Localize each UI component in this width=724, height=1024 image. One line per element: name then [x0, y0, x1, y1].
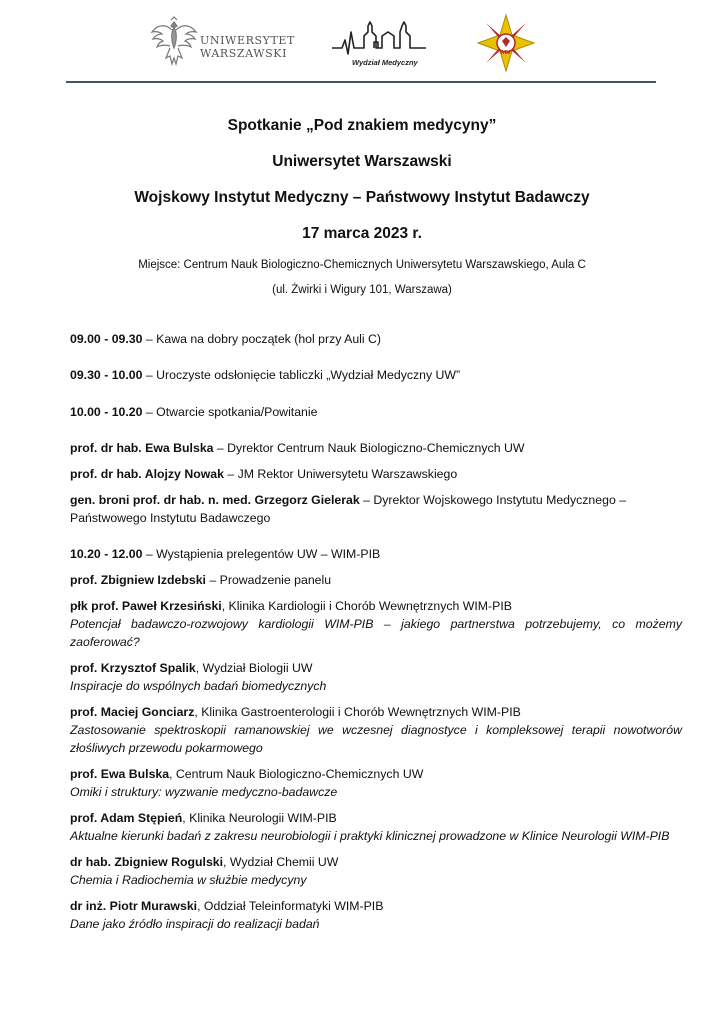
uw-logo-text	[200, 34, 295, 60]
speaker-affiliation: , Klinika Neurologii WIM-PIB	[182, 811, 337, 825]
speaker-topic: Potencjał badawczo-rozwojowy kardiologii WIM-PIB – jakiego partnerstwa potrzebujemy, co możemy zaoferować?	[70, 617, 682, 649]
wim-logo	[476, 12, 536, 74]
session-time: 10.20 - 12.00	[70, 547, 143, 561]
welcome-name: prof. dr hab. Ewa Bulska	[70, 441, 214, 455]
moderator-item	[70, 571, 682, 589]
wim-cross-emblem-icon	[476, 12, 536, 74]
schedule-item	[70, 366, 682, 384]
moderator-role: – Prowadzenie panelu	[205, 573, 332, 587]
speaker-topic: Dane jako źródło inspiracji do realizacji badań	[70, 917, 320, 931]
speaker-affiliation: , Klinika Kardiologii i Chorób Wewnętrznych WIM-PIB	[221, 599, 512, 613]
schedule-item	[70, 330, 682, 348]
speaker-item	[70, 703, 682, 757]
speaker-affiliation: , Klinika Gastroenterologii i Chorób Wewnętrznych WIM-PIB	[194, 705, 521, 719]
wydzial-medyczny-logo	[330, 18, 428, 70]
uw-logo-line2: WARSZAWSKI	[200, 47, 288, 60]
venue-line: Miejsce: Centrum Nauk Biologiczno-Chemicznych Uniwersytetu Warszawskiego, Aula C	[138, 259, 586, 271]
event-date: 17 marca 2023 r.	[302, 225, 422, 242]
speaker-topic: Aktualne kierunki badań z zakresu neurobiologii i praktyki klinicznej prowadzone w Klinice Neurologii WIM-PIB	[70, 829, 670, 843]
speaker-name: prof. Ewa Bulska	[70, 767, 170, 781]
university-title: Uniwersytet Warszawski	[272, 153, 452, 170]
schedule-text: – Kawa na dobry początek (hol przy Auli C)	[142, 332, 382, 346]
speaker-name: dr inż. Piotr Murawski	[70, 899, 198, 913]
welcome-name: gen. broni prof. dr hab. n. med. Grzegorz Gielerak	[70, 493, 360, 507]
welcome-role: – Dyrektor Centrum Nauk Biologiczno-Chemicznych UW	[213, 441, 525, 455]
speaker-name: płk prof. Paweł Krzesiński	[70, 599, 222, 613]
schedule-time: 10.00 - 10.20	[70, 405, 143, 419]
event-title: Spotkanie „Pod znakiem medycyny”	[227, 117, 497, 134]
wim-logo-text: WIM	[500, 50, 511, 56]
speaker-item	[70, 765, 682, 801]
welcome-role: – JM Rektor Uniwersytetu Warszawskiego	[223, 467, 458, 481]
schedule-time: 09.00 - 09.30	[70, 332, 143, 346]
eagle-emblem-icon	[148, 16, 200, 72]
speaker-item	[70, 853, 682, 889]
ekg-buildings-icon	[330, 18, 428, 60]
session-text: – Wystąpienia prelegentów UW – WIM-PIB	[142, 547, 381, 561]
welcome-role: – Dyrektor Wojskowego Instytutu Medycznego – Państwowego Instytutu Badawczego	[70, 493, 627, 525]
schedule-text: – Uroczyste odsłonięcie tabliczki „Wydział Medyczny UW”	[142, 368, 461, 382]
welcome-item	[70, 439, 682, 457]
welcome-item	[70, 465, 682, 483]
speaker-topic: Omiki i struktury: wyzwanie medyczno-badawcze	[70, 785, 338, 799]
speaker-affiliation: , Wydział Chemii UW	[223, 855, 339, 869]
schedule-item	[70, 403, 682, 421]
uw-logo	[148, 16, 295, 74]
speaker-affiliation: , Wydział Biologii UW	[195, 661, 313, 675]
speaker-name: dr hab. Zbigniew Rogulski	[70, 855, 224, 869]
session-header	[70, 545, 682, 563]
speaker-item	[70, 809, 682, 845]
address-line: (ul. Żwirki i Wigury 101, Warszawa)	[272, 284, 452, 296]
speaker-topic: Inspiracje do wspólnych badań biomedycznych	[70, 679, 327, 693]
speaker-item	[70, 659, 682, 695]
speaker-name: prof. Adam Stępień	[70, 811, 183, 825]
header-divider	[66, 81, 656, 83]
welcome-item	[70, 491, 682, 527]
schedule-time: 09.30 - 10.00	[70, 368, 143, 382]
speaker-affiliation: , Centrum Nauk Biologiczno-Chemicznych UW	[169, 767, 424, 781]
welcome-name: prof. dr hab. Alojzy Nowak	[70, 467, 224, 481]
speaker-topic: Zastosowanie spektroskopii ramanowskiej we wczesnej diagnostyce i kompleksowej terapii nowotworów złośliwych przewodu pokarmowego	[70, 723, 682, 755]
wydzial-medyczny-label: Wydział Medyczny	[352, 58, 418, 67]
uw-logo-line1: UNIWERSYTET	[200, 34, 295, 47]
speaker-item	[70, 597, 682, 651]
speaker-name: prof. Krzysztof Spalik	[70, 661, 196, 675]
header-logos	[0, 0, 724, 82]
schedule-text: – Otwarcie spotkania/Powitanie	[142, 405, 318, 419]
moderator-name: prof. Zbigniew Izdebski	[70, 573, 206, 587]
speaker-item	[70, 897, 682, 933]
speaker-topic: Chemia i Radiochemia w służbie medycyny	[70, 873, 307, 887]
institute-title: Wojskowy Instytut Medyczny – Państwowy Instytut Badawczy	[134, 189, 590, 206]
speaker-affiliation: , Oddział Teleinformatyki WIM-PIB	[197, 899, 384, 913]
program	[70, 330, 682, 933]
speaker-name: prof. Maciej Gonciarz	[70, 705, 195, 719]
